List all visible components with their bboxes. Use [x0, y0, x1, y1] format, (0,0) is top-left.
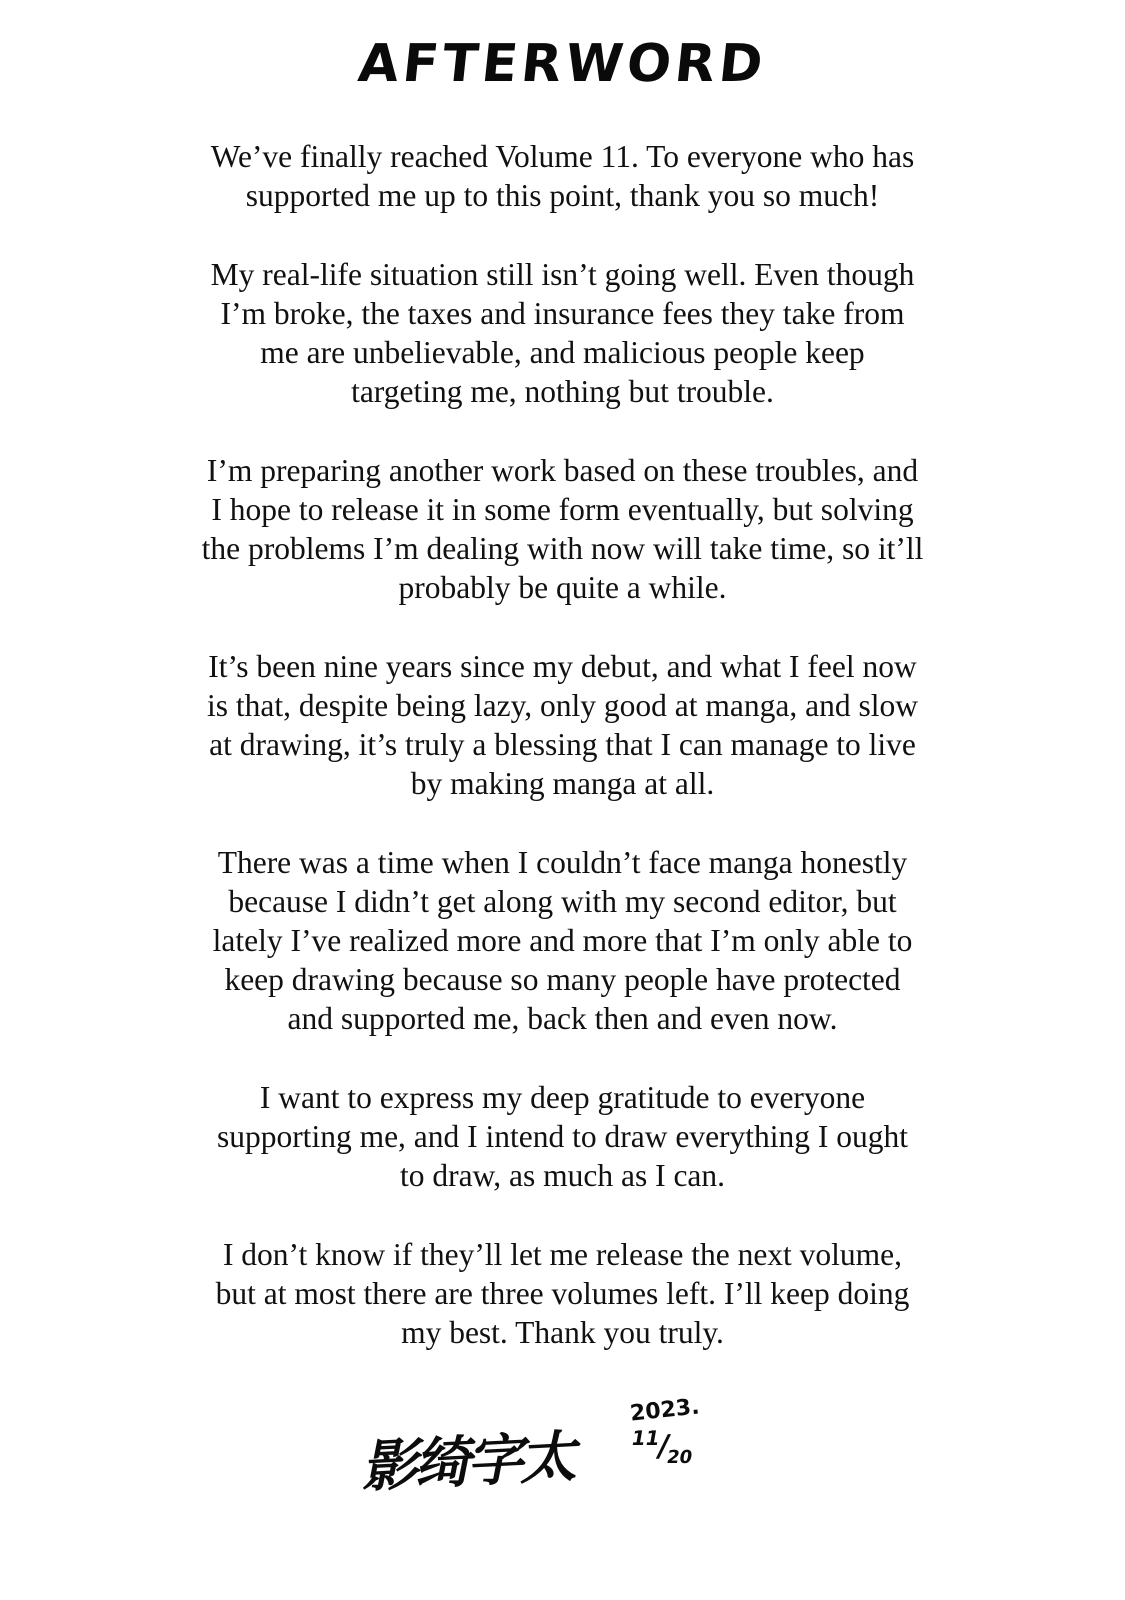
signature-month: 11: [629, 1426, 662, 1450]
paragraph-1: [150, 137, 975, 215]
text-line: keep drawing because so many people have protected: [224, 962, 901, 998]
text-line: and supported me, back then and even now.: [287, 1001, 838, 1037]
text-line: My real-life situation still isn’t going well. Even though: [210, 256, 915, 292]
text-line: There was a time when I couldn’t face manga honestly: [217, 844, 908, 880]
signature-date: $^{11}/_{20}$: [629, 1426, 694, 1468]
signature-name: 影绮字太: [359, 1424, 583, 1501]
author-signature: [359, 1394, 728, 1501]
page-title: AFTERWORD: [355, 34, 770, 94]
text-line: supported me up to this point, thank you so much!: [245, 178, 880, 214]
text-line: supporting me, and I intend to draw everything I ought: [216, 1119, 909, 1154]
text-line: targeting me, nothing but trouble.: [351, 374, 774, 410]
text-line: is that, despite being lazy, only good at manga, and slow: [207, 687, 918, 723]
text-line: me are unbelievable, and malicious people keep: [260, 335, 865, 370]
text-line: lately I’ve realized more and more that I’m only able to: [212, 923, 913, 958]
text-line: I’m preparing another work based on these troubles, and: [206, 452, 919, 488]
signature-day: 20: [665, 1447, 694, 1468]
text-line: I don’t know if they’ll let me release the next volume,: [222, 1236, 903, 1272]
afterword-body: [150, 137, 975, 1391]
text-line: We’ve finally reached Volume 11. To everyone who has: [210, 139, 915, 174]
signature-year: 2023.: [628, 1394, 701, 1427]
text-line: my best. Thank you truly.: [401, 1315, 724, 1350]
paragraph-2: [150, 255, 975, 412]
text-line: at drawing, it’s truly a blessing that I can manage to live: [209, 727, 916, 762]
paragraph-4: [150, 647, 975, 804]
text-line: the problems I’m dealing with now will take time, so it’ll: [201, 531, 924, 566]
paragraph-5: [150, 843, 975, 1039]
text-line: I’m broke, the taxes and insurance fees they take from: [220, 295, 905, 331]
text-line: I want to express my deep gratitude to everyone: [259, 1079, 866, 1115]
paragraph-6: [150, 1078, 975, 1196]
text-line: because I didn’t get along with my second editor, but: [228, 883, 897, 919]
text-line: It’s been nine years since my debut, and what I feel now: [208, 648, 917, 684]
text-line: by making manga at all.: [410, 766, 715, 802]
text-line: probably be quite a while.: [398, 570, 727, 606]
text-line: to draw, as much as I can.: [399, 1158, 726, 1194]
text-line: I hope to release it in some form eventually, but solving: [211, 491, 914, 527]
paragraph-7: [150, 1235, 975, 1353]
text-line: but at most there are three volumes left. I’ll keep doing: [215, 1275, 910, 1311]
paragraph-3: [150, 451, 975, 608]
